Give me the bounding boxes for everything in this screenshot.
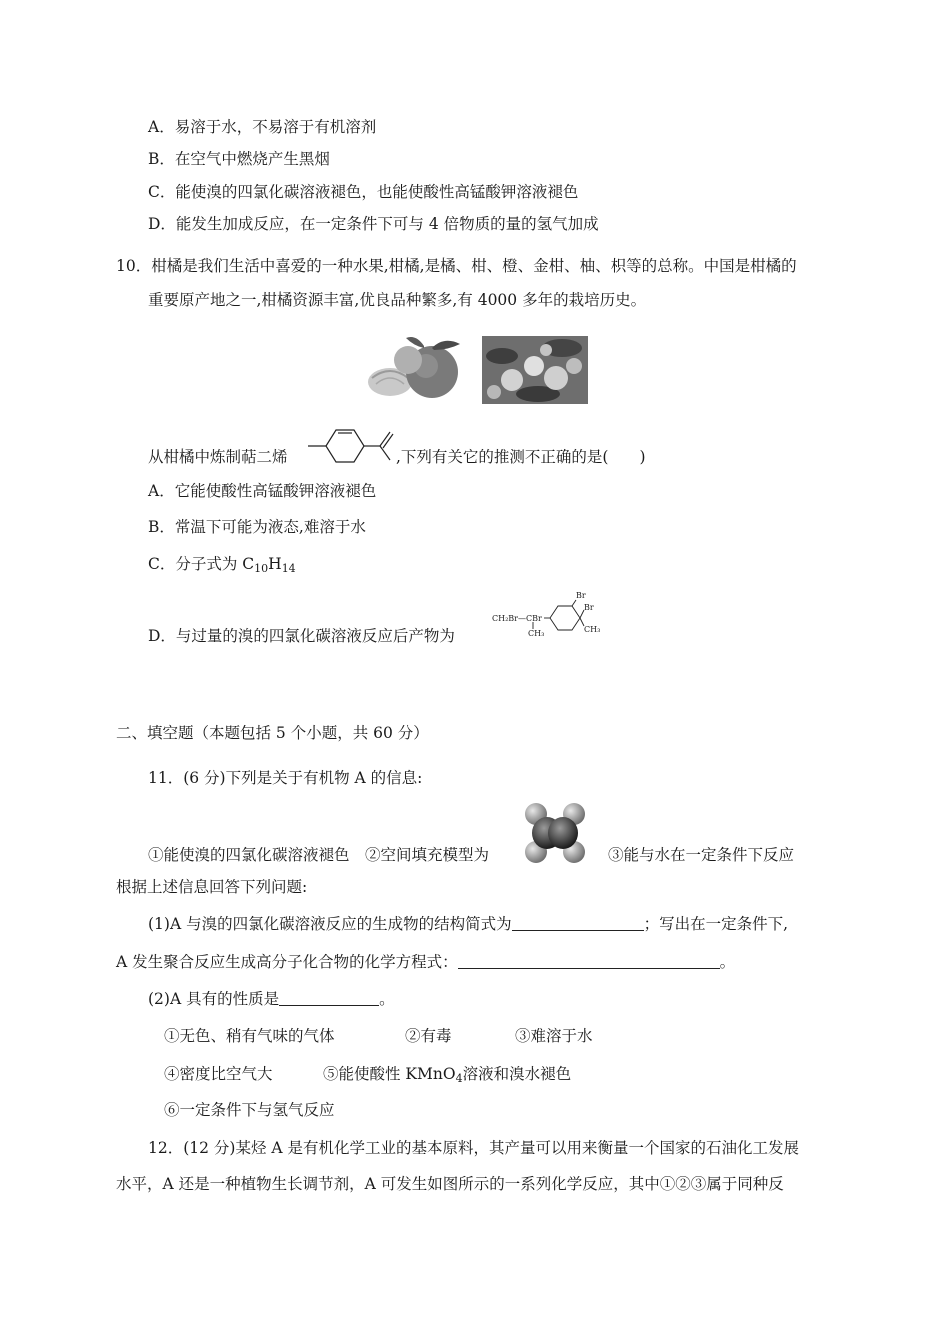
- q10-option-a: A．它能使酸性高锰酸钾溶液褪色: [148, 482, 377, 500]
- space-filling-model-icon: [522, 800, 588, 866]
- q11-prop-3: ③难溶于水: [515, 1027, 593, 1045]
- answer-blank-3[interactable]: [279, 989, 379, 1006]
- answer-blank-2[interactable]: [458, 952, 720, 969]
- q11-stem: 11．(6 分)下列是关于有机物 A 的信息:: [148, 769, 423, 787]
- q9-option-d: D．能发生加成反应，在一定条件下可与 4 倍物质的量的氢气加成: [148, 215, 599, 233]
- q9-option-b: B．在空气中燃烧产生黑烟: [148, 150, 330, 168]
- citrus-tree-photo: [482, 336, 588, 404]
- bromo-product-structure: [492, 588, 612, 644]
- q9-option-c: C．能使溴的四氯化碳溶液褪色，也能使酸性高锰酸钾溶液褪色: [148, 183, 579, 201]
- q11-prop-5: ⑤能使酸性 KMnO$_4$溶液和溴水褪色: [323, 1065, 572, 1085]
- q12-line1: 12．(12 分)某烃 A 是有机化学工业的基本原料，其产量可以用来衡量一个国家的石油化工发展: [148, 1139, 800, 1157]
- q11-prop-6: ⑥一定条件下与氢气反应: [164, 1101, 335, 1119]
- q10-stem-line1: 10．柑橘是我们生活中喜爱的一种水果,柑橘,是橘、柑、橙、金柑、柚、枳等的总称。中国是柑橘的: [116, 257, 797, 275]
- struct-methyl-below: CH₃: [528, 629, 545, 638]
- q9-option-a: A．易溶于水，不易溶于有机溶剂: [148, 118, 377, 136]
- struct-left-label: CH₂Br—CBr: [492, 614, 542, 623]
- section-2-title: 二、填空题（本题包括 5 个小题，共 60 分）: [116, 724, 429, 742]
- q11-answer-intro: 根据上述信息回答下列问题:: [116, 878, 308, 896]
- q11-info-1-2: ①能使溴的四氯化碳溶液褪色 ②空间填充模型为: [148, 846, 490, 864]
- q12-line2: 水平，A 还是一种植物生长调节剂，A 可发生如图所示的一系列化学反应，其中①②③属于同种反: [116, 1175, 784, 1193]
- struct-methyl-right: CH₃: [584, 625, 601, 634]
- struct-br1: Br: [576, 591, 586, 600]
- q11-part1-line2: A 发生聚合反应生成高分子化合物的化学方程式： 。: [116, 953, 736, 971]
- q11-part1-line1: (1)A 与溴的四氯化碳溶液反应的生成物的结构简式为 ；写出在一定条件下,: [148, 915, 789, 933]
- q11-part2: (2)A 具有的性质是 。: [148, 990, 395, 1008]
- q11-info-3: ③能与水在一定条件下反应: [608, 846, 795, 864]
- q10-suffix: ,下列有关它的推测不正确的是( ): [396, 448, 646, 466]
- terpene-structure-diagram: [304, 422, 396, 468]
- q10-prefix: 从柑橘中炼制萜二烯: [148, 448, 288, 466]
- q10-option-c: C．分子式为 $C_{10}H_{14}$: [148, 555, 296, 575]
- q10-stem-line2: 重要原产地之一,柑橘资源丰富,优良品种繁多,有 4000 多年的栽培历史。: [148, 291, 647, 309]
- struct-br2: Br: [584, 603, 594, 612]
- q11-prop-1: ①无色、稍有气味的气体: [164, 1027, 335, 1045]
- q10-option-d: D．与过量的溴的四氯化碳溶液反应后产物为: [148, 627, 455, 645]
- q11-prop-4: ④密度比空气大: [164, 1065, 273, 1083]
- q11-prop-2: ②有毒: [405, 1027, 452, 1045]
- citrus-fruit-photo: [362, 334, 472, 404]
- answer-blank-1[interactable]: [512, 914, 644, 931]
- q10-option-b: B．常温下可能为液态,难溶于水: [148, 518, 366, 536]
